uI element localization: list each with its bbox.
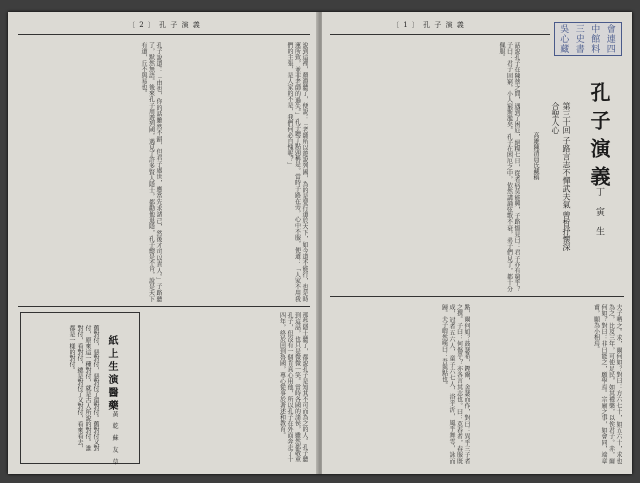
right-body-bottom-2: 點，爾何如？鼓瑟希，鏗爾，舍瑟而作，對曰：異乎三子者之撰。子曰：何傷乎？亦各言其志也。曰：莫春者，春服既成，冠者五六人，童子六七人，浴乎沂，風乎舞雩，詠而歸。夫子喟然嘆曰：吾與點也。	[440, 304, 470, 464]
ad-box	[20, 312, 140, 467]
header-rule	[330, 34, 550, 35]
ad-text: 舊對付，惡對付，惡對付了還對付。舊對付又對付，原來這一種對付，就是古人所說的對付。誰對付，看對付，總是對付了又對付，看來看去，都是一樣的對付。	[68, 325, 99, 451]
book-title: 孔子演義	[587, 82, 611, 194]
library-stamp: 吳 三 中 會 心 史 館 連 藏 書 料 四	[554, 22, 622, 56]
right-page-header: 〔 1 〕 孔 子 演 義	[392, 21, 465, 29]
section-rule	[330, 296, 624, 297]
book-author: 丁 寅 生	[594, 187, 604, 240]
ad-author: 黃 乾 蘇 友 草	[111, 411, 118, 467]
chapter-subtitle: 高雄陳清員氏藏稿	[532, 132, 539, 180]
chapter-heading: 第三十回 子路言志不憚武夫氣 曾晳抒懷深合聖人心	[551, 102, 571, 252]
left-page	[8, 12, 318, 474]
right-body-bottom-1: 夫子哂之。求，爾何如？對曰：方六七十，如五六十，求也為之，比及三年，可使足民，如其禮樂，以俟君子。赤，爾何如？對曰：非曰能之，願學焉。宗廟之事，如會同，端章甫，願為小相焉。	[592, 304, 622, 464]
header-rule	[18, 34, 310, 35]
left-body-top-2: 孔子說道：「由也，你的話雖然不錯，但君子處世，應當先求諸己，然後才可以責人。」子路聽了，默然無語。後來孔子周遊列國，遇見了許多賢人隱士，都勸他退隱，孔子總是不肯，說是天下有道，丘不與易也。	[140, 42, 162, 302]
ad-title: 紙上生演醫藥	[106, 335, 117, 413]
right-body-top-1: 話說孔子在陳蔡之間，遇到了困厄，絕糧七日，從者病莫能興，子路慍見曰：君子亦有窮乎？子曰：君子固窮，小人窮斯濫矣。孔子在困厄之中，依然講誦弦歌不衰，弟子們見了，都十分佩服。	[498, 42, 520, 292]
left-page-header: 〔 2 〕 孔 子 演 義	[128, 21, 201, 29]
book-spread	[8, 12, 632, 474]
left-body-top-1: 說到這裡，顏淵聽了，便說：「老師所以遊說列國，為的是要行道於天下，如今道不能行，也是時運所致，並非老師的過失。」孔子聽了點頭稱是。當時子路在旁，心中不服，便道：「人家不用我們的主張，是人家的不是，我們何必自愧呢？」	[286, 42, 308, 302]
section-rule	[18, 306, 310, 307]
left-body-bottom-1: 那些隱士聽了，都說孔子是知其不可而為之的人。孔子聽到這話，也只是微微一笑。當時各國的諸侯，雖然都敬重孔子，但沒有一個肯真心用他，所以孔子在外面奔走了十四年，終於回到魯國，專心從事於著述和教育。	[278, 312, 308, 462]
right-page	[322, 12, 632, 474]
